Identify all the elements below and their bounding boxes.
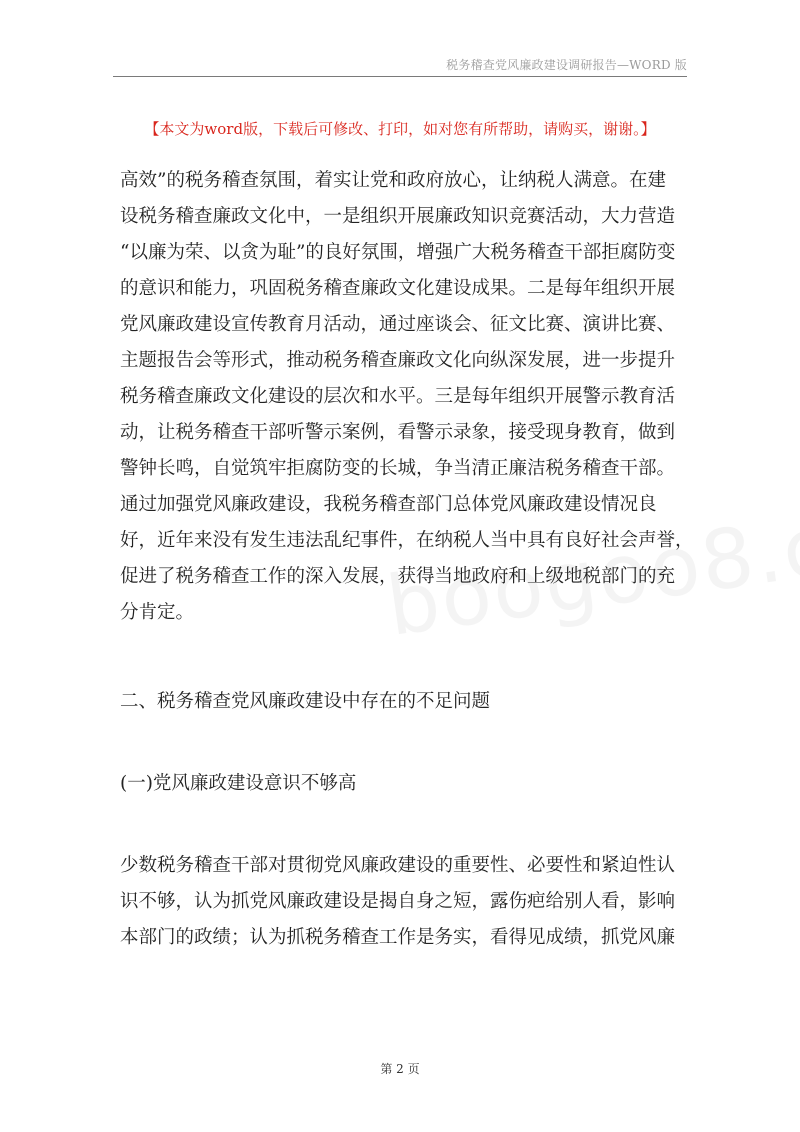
paragraph-line: 分肯定。 (120, 602, 195, 623)
paragraph-1 (120, 163, 694, 631)
page-number: 第 2 页 (380, 1062, 420, 1076)
paragraph-line: 动，让税务稽查干部听警示案例，看警示录象，接受现身教育，做到 (120, 422, 676, 443)
document-body (120, 163, 694, 956)
header-divider (113, 76, 687, 77)
purchase-notice: 【本文为word版，下载后可修改、打印，如对您有所帮助，请购买，谢谢。】 (144, 120, 656, 138)
paragraph-line: 少数税务稽查干部对贯彻党风廉政建设的重要性、必要性和紧迫性认 (120, 855, 676, 876)
paragraph-line: 的意识和能力，巩固税务稽查廉政文化建设成果。二是每年组织开展 (120, 278, 676, 299)
section-heading: 二、税务稽查党风廉政建设中存在的不足问题 (120, 691, 491, 712)
paragraph-line: 党风廉政建设宣传教育月活动，通过座谈会、征文比赛、演讲比赛、 (120, 314, 676, 335)
header-title: 税务稽查党风廉政建设调研报告—WORD 版 (446, 58, 687, 72)
paragraph-line: 警钟长鸣，自觉筑牢拒腐防变的长城，争当清正廉洁税务稽查干部。 (120, 458, 676, 479)
paragraph-line: 本部门的政绩；认为抓税务稽查工作是务实，看得见成绩，抓党风廉 (120, 927, 676, 948)
paragraph-line: 促进了税务稽查工作的深入发展，获得当地政府和上级地税部门的充 (120, 566, 676, 587)
paragraph-line: 设税务稽查廉政文化中，一是组织开展廉政知识竞赛活动，大力营造 (120, 206, 676, 227)
paragraph-line: 识不够，认为抓党风廉政建设是揭自身之短，露伤疤给别人看，影响 (120, 891, 676, 912)
paragraph-line: 通过加强党风廉政建设，我税务稽查部门总体党风廉政建设情况良 (120, 494, 657, 515)
subsection-heading: (一)党风廉政建设意识不够高 (120, 773, 357, 794)
paragraph-line: “以廉为荣、以贪为耻”的良好氛围，增强广大税务稽查干部拒腐防变 (120, 242, 676, 263)
paragraph-line: 税务稽查廉政文化建设的层次和水平。三是每年组织开展警示教育活 (120, 386, 676, 407)
paragraph-line: 高效”的税务稽查氛围，着实让党和政府放心，让纳税人满意。在建 (120, 170, 666, 191)
paragraph-2 (120, 848, 686, 956)
paragraph-line: 主题报告会等形式，推动税务稽查廉政文化向纵深发展，进一步提升 (120, 350, 676, 371)
paragraph-line: 好，近年来没有发生违法乱纪事件，在纳税人当中具有良好社会声誉， (120, 530, 694, 551)
